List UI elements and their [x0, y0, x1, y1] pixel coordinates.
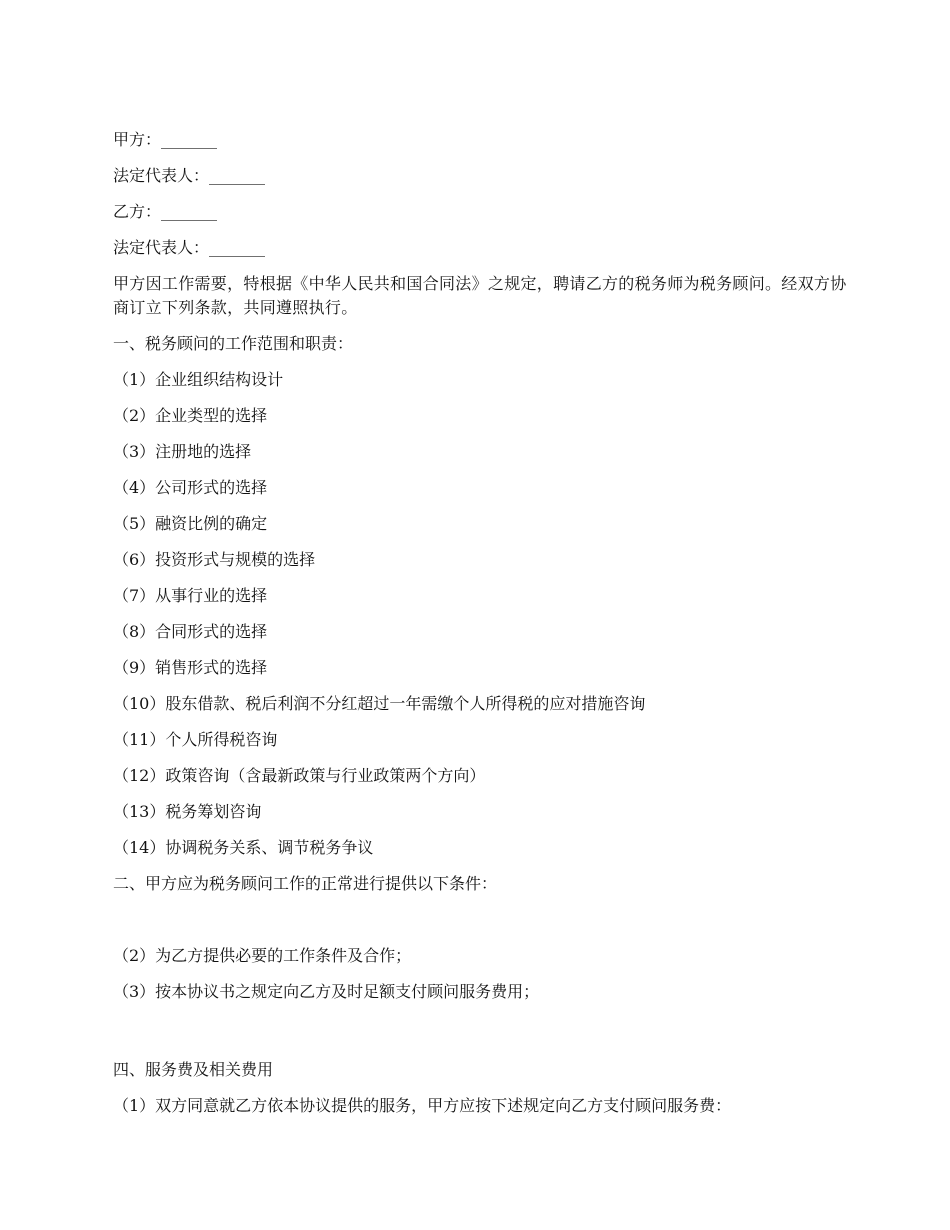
section-4-title: 四、服务费及相关费用: [113, 1060, 274, 1079]
section-1-item: （3）注册地的选择: [113, 442, 252, 461]
section-1-item: （11）个人所得税咨询: [113, 730, 278, 749]
section-1-item: （2）企业类型的选择: [113, 406, 268, 425]
party-b-line: 乙方：_______: [113, 202, 218, 221]
section-1-item: （13）税务筹划咨询: [113, 802, 262, 821]
party-a-representative-line: 法定代表人：_______: [113, 166, 266, 185]
section-2-item: （3）按本协议书之规定向乙方及时足额支付顾问服务费用；: [113, 982, 540, 1001]
section-1-item: （7）从事行业的选择: [113, 586, 268, 605]
section-1-item: （12）政策咨询（含最新政策与行业政策两个方向）: [113, 766, 486, 785]
section-1-item: （1）企业组织结构设计: [113, 370, 284, 389]
section-1-title: 一、税务顾问的工作范围和职责：: [113, 334, 354, 353]
blank-space: [113, 908, 848, 944]
section-2-item: （2）为乙方提供必要的工作条件及合作；: [113, 946, 412, 965]
section-1-item: （5）融资比例的确定: [113, 514, 268, 533]
section-2-title: 二、甲方应为税务顾问工作的正常进行提供以下条件：: [113, 874, 498, 893]
section-1-item: （8）合同形式的选择: [113, 622, 268, 641]
party-a-line: 甲方：_______: [113, 130, 218, 149]
section-1-item: （14）协调税务关系、调节税务争议: [113, 838, 374, 857]
party-b-representative-line: 法定代表人：_______: [113, 238, 266, 257]
section-1-item: （10）股东借款、税后利润不分红超过一年需缴个人所得税的应对措施咨询: [113, 694, 646, 713]
section-1-item: （4）公司形式的选择: [113, 478, 268, 497]
section-1-item: （6）投资形式与规模的选择: [113, 550, 316, 569]
intro-paragraph: 甲方因工作需要，特根据《中华人民共和国合同法》之规定，聘请乙方的税务师为税务顾问。经双方协商订立下列条款，共同遵照执行。: [113, 274, 847, 317]
blank-space: [113, 1016, 848, 1058]
contract-document: [113, 128, 848, 1130]
section-4-item: （1）双方同意就乙方依本协议提供的服务，甲方应按下述规定向乙方支付顾问服务费：: [113, 1096, 732, 1115]
section-1-item: （9）销售形式的选择: [113, 658, 268, 677]
